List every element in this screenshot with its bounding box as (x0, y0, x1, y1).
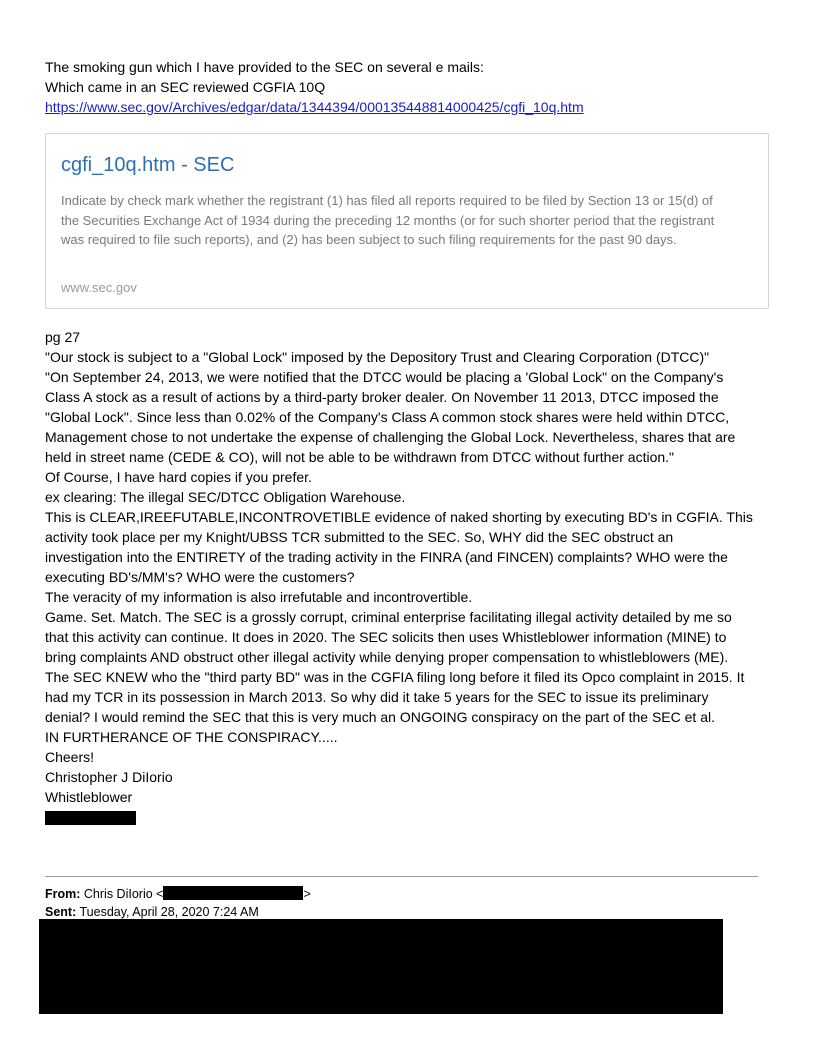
link-preview-title[interactable]: cgfi_10q.htm - SEC (61, 154, 235, 176)
body-line: Game. Set. Match. The SEC is a grossly corrupt, criminal enterprise facilitating illegal activity detailed by me so (45, 609, 732, 625)
body-line: bring complaints AND obstruct other illegal activity while denying proper compensation to whistleblowers (ME). (45, 649, 729, 665)
sent-value: Tuesday, April 28, 2020 7:24 AM (79, 905, 259, 919)
body-line: The veracity of my information is also irrefutable and incontrovertible. (45, 589, 473, 605)
link-preview-card[interactable] (45, 133, 769, 309)
redacted-recipients-block (39, 919, 723, 1014)
body-line: "On September 24, 2013, we were notified that the DTCC would be placing a 'Global Lock" on the Company's (45, 369, 724, 385)
from-name: Chris DiIorio < (83, 887, 164, 901)
body-line: Cheers! (45, 749, 95, 765)
sent-label: Sent: (45, 905, 77, 919)
sent-header (45, 904, 259, 920)
body-line: IN FURTHERANCE OF THE CONSPIRACY..... (45, 729, 338, 745)
body-line: investigation into the ENTIRETY of the trading activity in the FINRA (and FINCEN) complaints? WHO were the (45, 549, 728, 565)
redacted-email-address (163, 886, 303, 900)
body-line: executing BD's/MM's? WHO were the customers? (45, 569, 355, 585)
intro-line-2: Which came in an SEC reviewed CGFIA 10Q (45, 79, 326, 95)
from-label: From: (45, 887, 81, 901)
from-header (45, 886, 311, 902)
email-body (45, 327, 775, 807)
body-line: Of Course, I have hard copies if you prefer. (45, 469, 312, 485)
body-line: activity took place per my Knight/UBSS TCR submitted to the SEC. So, WHY did the SEC obstruct an (45, 529, 674, 545)
link-preview-description: Indicate by check mark whether the registrant (1) has filed all reports required to be filed by Section 13 or 15(d) of the Securities Exchange Act of 1934 during the preceding 12 months (or for such shorter period that the registrant was required to file such reports), and (2) has been subject to such filing requirements for the past 90 days. (61, 193, 715, 247)
body-line: had my TCR in its possession in March 2013. So why did it take 5 years for the SEC to issue its preliminary (45, 689, 709, 705)
body-line: denial? I would remind the SEC that this is very much an ONGOING conspiracy on the part of the SEC et al. (45, 709, 715, 725)
body-line: Whistleblower (45, 789, 133, 805)
body-line: "Our stock is subject to a "Global Lock" imposed by the Depository Trust and Clearing Corporation (DTCC)" (45, 349, 710, 365)
body-line: Management chose to not undertake the expense of challenging the Global Lock. Nevertheless, shares that are (45, 429, 736, 445)
intro-line-1: The smoking gun which I have provided to the SEC on several e mails: (45, 59, 484, 75)
body-line: Christopher J DiIorio (45, 769, 173, 785)
body-line: The SEC KNEW who the "third party BD" was in the CGFIA filing long before it filed its Opco complaint in 2015. It (45, 669, 745, 685)
body-line: "Global Lock". Since less than 0.02% of the Company's Class A common stock shares were held within DTCC, (45, 409, 730, 425)
body-line: This is CLEAR,IREEFUTABLE,INCONTROVETIBLE evidence of naked shorting by executing BD's in CGFIA. This (45, 509, 753, 525)
body-line: Class A stock as a result of actions by a third-party broker dealer. On November 11 2013, DTCC imposed the (45, 389, 719, 405)
link-preview-domain: www.sec.gov (61, 280, 137, 295)
body-line: ex clearing: The illegal SEC/DTCC Obligation Warehouse. (45, 489, 406, 505)
redacted-signature-block (45, 811, 136, 825)
body-line: that this activity can continue. It does in 2020. The SEC solicits then uses Whistleblower information (MINE) to (45, 629, 727, 645)
from-close: > (303, 887, 311, 901)
filing-link[interactable]: https://www.sec.gov/Archives/edgar/data/1344394/000135448814000425/cgfi_10q.htm (45, 99, 584, 115)
body-line: pg 27 (45, 329, 81, 345)
body-line: held in street name (CEDE & CO), will not be able to be withdrawn from DTCC without further action." (45, 449, 675, 465)
message-divider (45, 876, 758, 877)
